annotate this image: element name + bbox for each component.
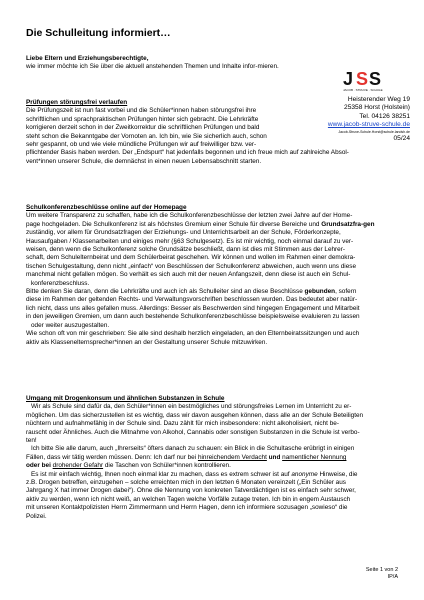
- logo-letter-s: S: [356, 70, 369, 89]
- conference-line: aktiv als Klassenelternsprecher*innen an der Gestaltung unserer Schule mitzuwirken.: [26, 338, 268, 346]
- drugs-line: Wir als Schule sind dafür da, den Schüler*innen ein bestmögliches und störungsfreies Lernen im Unterricht zu er-: [31, 403, 352, 411]
- conference-line: Bitte denken Sie daran, denn die Lehrkräfte und auch ich als Schulleiter sind an diese Beschlüsse gebunden, sofern: [26, 288, 357, 296]
- conference-line: page hochgeladen. Die Schulkonferenz ist als höchstes Gremium einer Schule für diverse Bereiche und Grundsatzfra-gen: [26, 220, 375, 228]
- conference-section: [26, 204, 398, 347]
- greeting-text: wie immer möchte ich Sie über die aktuell anstehenden Themen und Inhalte infor-mieren.: [26, 63, 279, 71]
- drugs-line: Jahrgang X hat immer Drogen dabei“). Ohne die Nennung von konkreten Tatverdächtigen ist es einfach sehr schwer,: [26, 487, 356, 495]
- drugs-section: [26, 395, 398, 521]
- named-underline: namentlicher Nennung: [282, 453, 347, 461]
- drugs-line: oder bei drohender Gefahr die Taschen von Schüler*innen kontrollieren.: [26, 462, 231, 470]
- drugs-line: Ich bitte Sie alle darum, auch „Ihrerseits“ öfters danach zu schauen: ein Blick in die Schultasche erübrigt in einigen: [31, 445, 355, 453]
- page-title: Die Schulleitung informiert…: [26, 27, 171, 39]
- conference-line: Hausaufgaben / Klassenarbeiten und einiges mehr (§63 Schulgesetz). Es ist mir wichtig, noch einmal darauf zu ver-: [26, 237, 354, 245]
- logo-letter-s2: S: [369, 70, 382, 89]
- drugs-line: Fällen, dass wir tätig werden müssen. Denn: Ich darf nur bei hinreichendem Verdacht und namentlicher Nennung: [26, 453, 347, 461]
- conference-line: lich nicht, dass uns alles gefallen muss. Allerdings: Besser als Beschwerden sind hingegen Engagement und Mitarbeit: [26, 304, 360, 312]
- school-logo: [343, 70, 387, 92]
- bold-phrase: Grundsatzfra-gen: [321, 220, 375, 228]
- issue-number: 05/24: [393, 134, 410, 142]
- exams-line: steht schon die Bekanntgabe der Vornoten an. Ich bin, wie Sie sicherlich auch, schon: [26, 132, 267, 140]
- school-website-link[interactable]: www.jacob-struve-schule.de: [327, 121, 410, 129]
- logo-letter-j: J: [343, 70, 354, 89]
- school-city: 25358 Horst (Holstein): [344, 104, 410, 112]
- conference-heading: Schulkonferenzbeschlüsse online auf der Homepage: [26, 204, 187, 211]
- drugs-line: ten!: [26, 437, 37, 445]
- conference-line: konferenzbeschluss.: [31, 279, 90, 287]
- conference-line: Um weitere Transparenz zu schaffen, habe ich die Schulkonferenzbeschlüsse der letzten zwei Jahre auf der Home-: [26, 212, 353, 220]
- exams-line: sehr gespannt, ob und wie viele mündliche Prüfungen wir auf freiwilliger bzw. ver-: [26, 141, 257, 149]
- exams-line: Die Prüfungszeit ist nun fast vorbei und die Schüler*innen haben störungsfrei ihre: [26, 107, 257, 115]
- drugs-line: nüchtern und aufnahmefähig in der Schule sind. Dazu zählt für mich insbesondere: nicht alkoholisiert, nicht be-: [26, 420, 339, 428]
- danger-underline: drohender Gefahr: [52, 462, 104, 470]
- school-address: [300, 96, 410, 143]
- exams-line: schriftlichen und sprachpraktischen Prüfungen hinter sich gebracht. Die Lehrkräfte: [26, 115, 259, 123]
- logo-subtitle: JACOB · STRUVE · SCHULE: [343, 88, 383, 92]
- conference-line: oder weiter auszugestalten.: [31, 321, 110, 329]
- and-word: und: [268, 453, 281, 461]
- conference-line: diese im Rahmen der geltenden Rechts- und Verwaltungsvorschriften beschlossen wurden. Das bedeutet aber natür-: [26, 296, 358, 304]
- exams-line: vent*innen unserer Schule, die demnächst in einen neuen Lebensabschnitt starten.: [26, 157, 262, 165]
- school-phone: Tel. 04126 38251: [359, 112, 410, 120]
- suspicion-underline: hinreichendem Verdacht: [197, 453, 267, 461]
- conference-line: in den jeweiligen Gremien, um dann auch bestehende Schulkonferenzbeschlüsse beispielsweise evaluieren zu lassen: [26, 313, 360, 321]
- school-street: Heisterender Weg 19: [347, 96, 410, 103]
- page-footer: [366, 567, 398, 581]
- drugs-text: [26, 403, 398, 521]
- bold-word: gebunden: [304, 288, 336, 296]
- exams-heading: Prüfungen störungsfrei verlaufen: [26, 99, 128, 106]
- drugs-line: aktiv zu werden, wenn ich nicht weiß, an welchen Tagen welche Vorfälle zutage treten. Ich bin in engem Austausch: [26, 495, 351, 503]
- page-number: Seite 1 von 2: [365, 567, 398, 573]
- conference-line: zuständig, vor allem für Grundsatzfragen der Erziehungs- und Unterrichtsarbeit an der Schule, Förderkonzepte,: [26, 229, 341, 237]
- initials: IP/A: [387, 574, 398, 580]
- drugs-heading: Umgang mit Drogenkonsum und ähnlichen Substanzen in Schule: [26, 395, 225, 402]
- conference-line: tischen Schulgestaltung, denn nicht „einfach“ von Beschlüssen der Schulkonferenz abweichen, auch wenn uns diese: [26, 262, 357, 270]
- drugs-line: mit unseren Kontaktpolizisten Herrn Zimmermann und Herrn Hagen, denn ich informiere sozusagen „sowieso“ die: [26, 504, 348, 512]
- drugs-line: möglichen. Um das sicherzustellen ist es wichtig, dass wir davon ausgehen können, dass alle an der Schule Beteiligten: [26, 411, 364, 419]
- drugs-line: rauscht oder Ähnliches. Auch die Mitnahme von Alkohol, Cannabis oder sonstigen Substanzen in die Schule ist verbo-: [26, 428, 360, 436]
- conference-line: manchmal nicht gefallen mögen. So verhält es sich auch mit der neuen Anfangszeit, denn diese ist auch ein Schul-: [26, 271, 351, 279]
- anonymous-italic: anonyme: [291, 470, 318, 478]
- exams-line: korrigieren derzeit schon in der Zweitkorrektur die schriftlichen Prüfungen und bald: [26, 124, 260, 132]
- drugs-line: Polizei.: [26, 512, 47, 520]
- greeting-heading: Liebe Eltern und Erziehungsberechtigte,: [26, 55, 149, 62]
- conference-line: schaft, dem Schulelternbeirat und dem Schülerbeirat geschehen. Wir können und wollen im Rahmen einer demokra-: [26, 254, 356, 262]
- exams-line: pflichtender Basis haben werden. Der „Endspurt“ hat jedenfalls begonnen und ich freue mich auf zahlreiche Absol-: [26, 149, 349, 157]
- conference-line: Wie schon oft von mir geschrieben: Sie alle sind deshalb herzlich eingeladen, an den Elternbeiratssitzungen und auch: [26, 330, 360, 338]
- drugs-line: Es ist mir einfach wichtig, Ihnen noch einmal klar zu machen, dass es extrem schwer ist auf anonyme Hinweise, die: [31, 470, 358, 478]
- school-email: Jacob-Struve-Schule.Horst@schule.landsh.de: [338, 129, 410, 134]
- conference-line: weisen, denn wenn die Schulkonferenz solche Grundsätze beschließt, dann ist dies mit Stimmen aus der Lehrer-: [26, 246, 345, 254]
- drugs-line: z.B. Drogen betreffen, einzugehen – solche erreichten mich in den letzten 6 Monaten vereinzelt („Ein Schüler aus: [26, 479, 346, 487]
- conference-text: [26, 212, 398, 347]
